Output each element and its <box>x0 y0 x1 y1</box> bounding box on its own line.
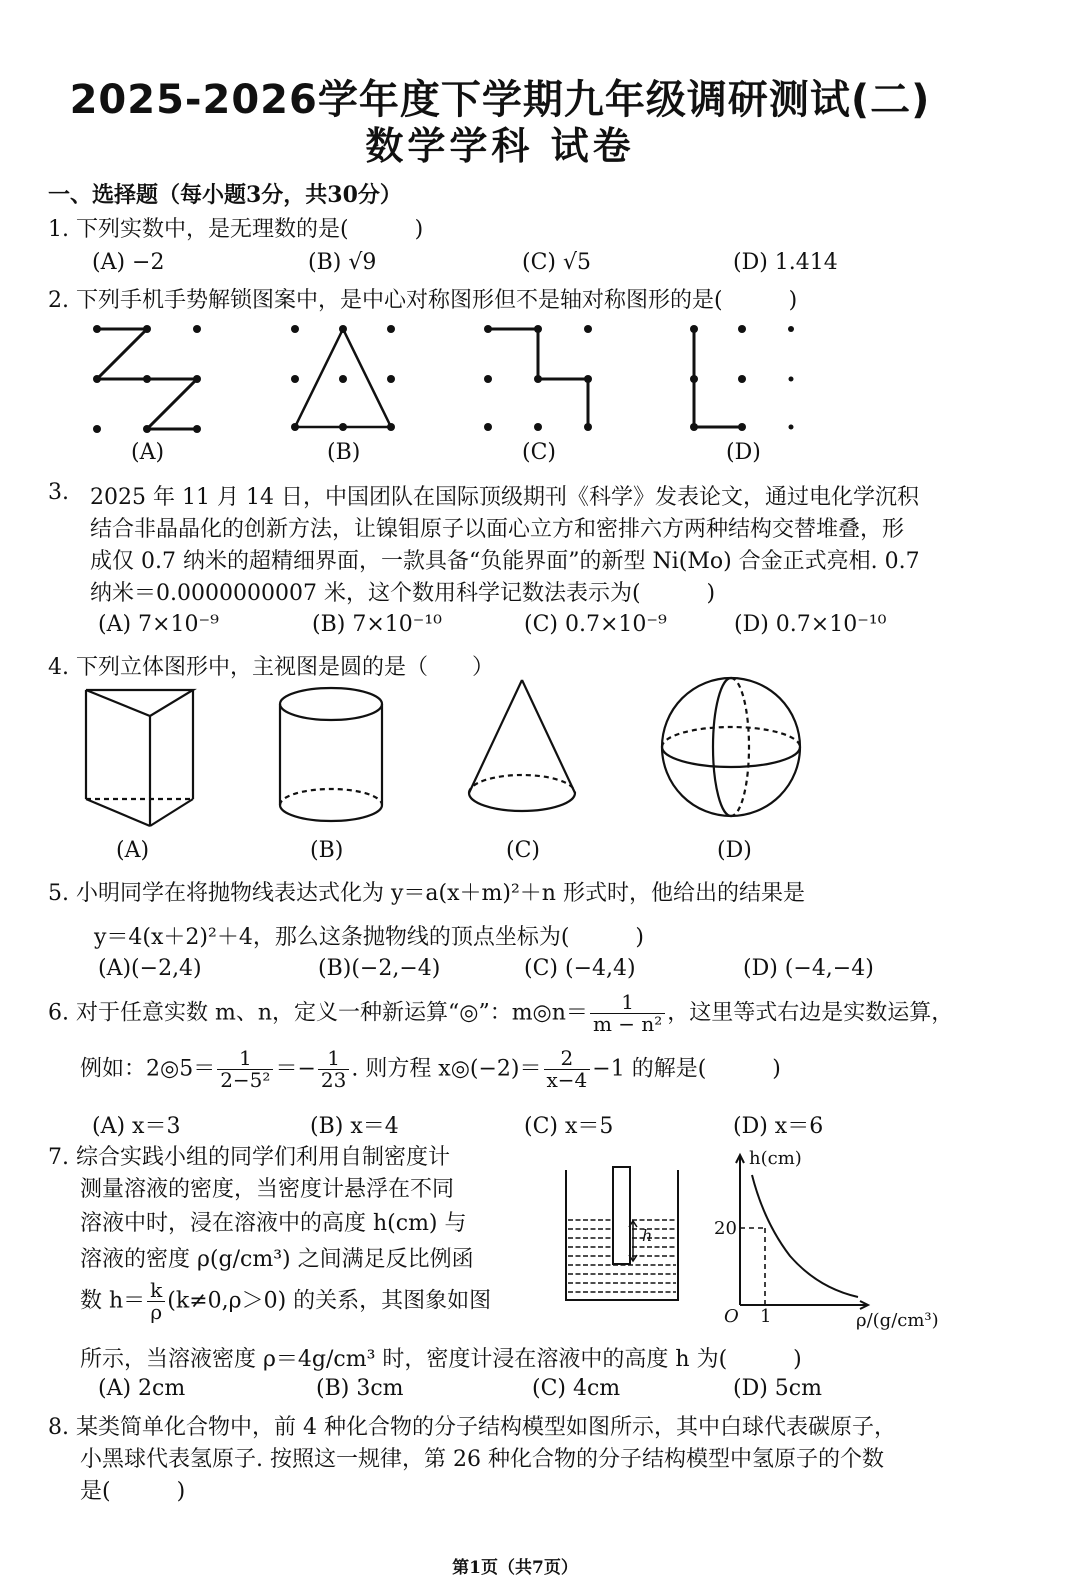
q7-line3: 溶液中时，浸在溶液中的高度 h(cm) 与 <box>80 1211 467 1236</box>
q2-label-a: (A) <box>131 440 165 465</box>
q5-option-b: (B)(−2,−4) <box>318 956 441 981</box>
solid-c-cone <box>469 680 575 811</box>
q7-fraction-den: ρ <box>150 1300 163 1324</box>
q3-option-d: (D) 0.7×10⁻¹⁰ <box>734 612 887 637</box>
q1-option-b: (B) √9 <box>308 250 377 275</box>
q6-option-d: (D) x＝6 <box>733 1114 824 1139</box>
q7-line1: 7. 综合实践小组的同学们利用自制密度计 <box>48 1145 450 1170</box>
q7-option-b: (B) 3cm <box>316 1376 404 1401</box>
q7-line4: 溶液的密度 ρ(g/cm³) 之间满足反比例函 <box>80 1247 474 1272</box>
q7-fraction-num: k <box>147 1280 165 1302</box>
q1-option-a: (A) −2 <box>92 250 165 275</box>
q1-stem: 1. 下列实数中，是无理数的是( ) <box>48 217 424 242</box>
q6-line1-text-a: 6. 对于任意实数 m、n，定义一种新运算“◎”：m◎n＝ <box>48 1000 588 1026</box>
q6-fraction-ex2-num: 1 <box>318 1048 349 1070</box>
q6-line2-text-c: . 则方程 x◎(−2)＝ <box>351 1056 542 1082</box>
q1-option-d: (D) 1.414 <box>733 250 838 275</box>
q6-line2 <box>80 1048 781 1091</box>
q6-fraction-eq-num: 2 <box>544 1048 591 1070</box>
q4-label-c: (C) <box>506 838 540 863</box>
q5-option-d: (D) (−4,−4) <box>743 956 874 981</box>
solid-a-prism <box>86 690 193 826</box>
q6-fraction-eq-den: x−4 <box>546 1068 588 1092</box>
exam-subtitle: 数学学科 试卷 <box>365 124 635 168</box>
q6-fraction-ex1-num: 1 <box>217 1048 273 1070</box>
q7-option-c: (C) 4cm <box>532 1376 621 1401</box>
pattern-c <box>484 325 592 431</box>
q3-option-c: (C) 0.7×10⁻⁹ <box>524 612 667 637</box>
q3-line3: 成仅 0.7 纳米的超精细界面，一款具备“负能界面”的新型 Ni(Mo) 合金正式亮相. 0.7 <box>90 549 920 574</box>
q6-line2-text-b: ＝− <box>275 1056 316 1082</box>
q7-option-d: (D) 5cm <box>733 1376 822 1401</box>
q3-option-b: (B) 7×10⁻¹⁰ <box>312 612 443 637</box>
q6-fraction-eq <box>544 1048 591 1091</box>
q3-option-a: (A) 7×10⁻⁹ <box>98 612 219 637</box>
q2-stem: 2. 下列手机手势解锁图案中，是中心对称图形但不是轴对称图形的是( ) <box>48 288 798 313</box>
solid-b-cylinder <box>280 688 382 821</box>
q7-line6: 所示，当溶液密度 ρ＝4g/cm³ 时，密度计浸在溶液中的高度 h 为( ) <box>80 1347 802 1372</box>
q7-line5-text-a: 数 h＝ <box>80 1288 146 1314</box>
pattern-a <box>93 325 201 433</box>
q6-fraction-def-num: 1 <box>590 992 665 1014</box>
q5-option-c: (C) (−4,4) <box>524 956 636 981</box>
q6-line2-text-d: −1 的解是( ) <box>592 1056 781 1082</box>
q6-option-b: (B) x＝4 <box>310 1114 399 1139</box>
q7-graph-y20: 20 <box>714 1218 737 1239</box>
q2-label-c: (C) <box>522 440 556 465</box>
q5-line2: y＝4(x＋2)²＋4，那么这条抛物线的顶点坐标为( ) <box>94 925 644 950</box>
pattern-d <box>690 325 794 431</box>
q4-label-a: (A) <box>116 838 150 863</box>
q7-line5 <box>80 1280 491 1323</box>
q3-line1: 2025 年 11 月 14 日，中国团队在国际顶级期刊《科学》发表论文，通过电化学沉积 <box>90 485 919 510</box>
q6-fraction-def <box>590 992 665 1035</box>
q5-option-a: (A)(−2,4) <box>98 956 202 981</box>
q7-graph-origin: O <box>724 1306 739 1327</box>
solid-d-sphere <box>662 678 800 816</box>
q3-number: 3. <box>48 480 69 505</box>
q8-line3: 是( ) <box>80 1479 186 1504</box>
q6-line1-text-b: ，这里等式右边是实数运算， <box>667 1000 954 1026</box>
q7-graph-x1: 1 <box>760 1306 772 1327</box>
q7-line2: 测量溶液的密度，当密度计悬浮在不同 <box>80 1177 455 1202</box>
q6-option-a: (A) x＝3 <box>92 1114 181 1139</box>
pattern-b <box>291 325 395 431</box>
q6-line1 <box>48 992 953 1035</box>
q3-line4: 纳米＝0.0000000007 米，这个数用科学记数法表示为( ) <box>90 581 716 606</box>
q5-line1: 5. 小明同学在将抛物线表达式化为 y＝a(x＋m)²＋n 形式时，他给出的结果是 <box>48 881 805 906</box>
q6-fraction-ex1 <box>217 1048 273 1091</box>
q7-h-mark: h <box>642 1226 653 1245</box>
q6-fraction-def-den: m − n² <box>592 1012 663 1036</box>
q7-line5-text-b: (k≠0,ρ＞0) 的关系，其图象如图 <box>167 1288 492 1314</box>
q6-option-c: (C) x＝5 <box>524 1114 614 1139</box>
q2-label-b: (B) <box>327 440 361 465</box>
q4-label-d: (D) <box>717 838 752 863</box>
q7-fraction <box>147 1280 165 1323</box>
q8-line1: 8. 某类简单化合物中，前 4 种化合物的分子结构模型如图所示，其中白球代表碳原子， <box>48 1415 896 1440</box>
q2-label-d: (D) <box>726 440 761 465</box>
section-heading: 一、选择题（每小题3分，共30分） <box>48 182 402 208</box>
q7-graph-xlabel: ρ/(g/cm³) <box>856 1310 939 1331</box>
q6-fraction-ex2 <box>318 1048 349 1091</box>
q7-graph <box>736 1155 868 1309</box>
q6-fraction-ex1-den: 2−5² <box>220 1068 271 1092</box>
exam-title: 2025-2026学年度下学期九年级调研测试(二) <box>69 77 931 123</box>
q7-graph-ylabel: h(cm) <box>749 1148 802 1169</box>
q1-option-c: (C) √5 <box>522 250 592 275</box>
page-footer: 第1页（共7页） <box>452 1558 578 1578</box>
q3-line2: 结合非晶晶化的创新方法，让镍钼原子以面心立方和密排六方两种结构交替堆叠，形 <box>90 517 905 542</box>
q6-fraction-ex2-den: 23 <box>320 1068 347 1092</box>
q6-line2-text-a: 例如：2◎5＝ <box>80 1056 216 1082</box>
q4-stem: 4. 下列立体图形中，主视图是圆的是（ ） <box>48 655 494 680</box>
q8-line2: 小黑球代表氢原子. 按照这一规律，第 26 种化合物的分子结构模型中氢原子的个数 <box>80 1447 884 1472</box>
q7-option-a: (A) 2cm <box>98 1376 186 1401</box>
q7-container-figure <box>566 1167 678 1300</box>
q4-label-b: (B) <box>310 838 344 863</box>
